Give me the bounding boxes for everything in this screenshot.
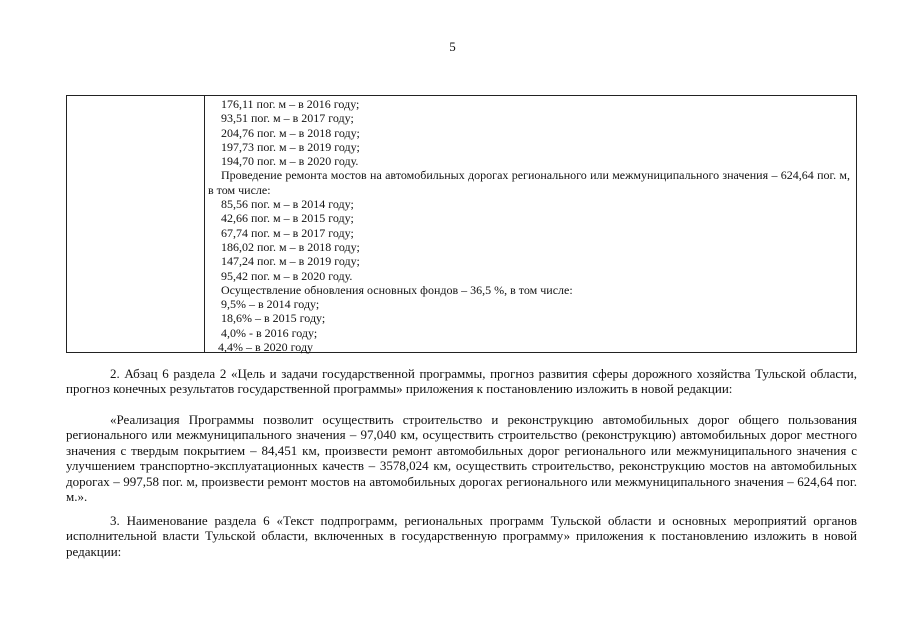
table-column-divider xyxy=(204,96,205,352)
table-line: 176,11 пог. м – в 2016 году; xyxy=(221,97,360,111)
bridge-repair-text: Проведение ремонта мостов на автомобильных дорогах регионального или межмуниципального значения – 624,64 пог. м, в том числе: xyxy=(208,168,850,197)
table-line: 194,70 пог. м – в 2020 году. xyxy=(221,154,359,169)
paragraph-3-block xyxy=(66,513,857,559)
bridge-line: 85,56 пог. м – в 2014 году; xyxy=(221,197,354,212)
page-number: 5 xyxy=(449,39,456,54)
bridge-line: 67,74 пог. м – в 2017 году; xyxy=(221,225,354,240)
paragraph-2: 2. Абзац 6 раздела 2 «Цель и задачи государственной программы, прогноз развития сферы дорожного хозяйства Тульской области, прогноз конечных результатов государственной программы» приложения к постановлению изложить в новой редакции: xyxy=(66,366,857,397)
paragraph-2-quote-block xyxy=(66,412,857,504)
funds-line: 4,0% - в 2016 году; xyxy=(221,325,318,340)
bridge-line: 42,66 пог. м – в 2015 году; xyxy=(221,211,354,226)
table-line: 93,51 пог. м – в 2017 году; xyxy=(221,111,354,126)
bridge-line: 147,24 пог. м – в 2019 году; xyxy=(221,254,360,269)
table-line: 204,76 пог. м – в 2018 году; xyxy=(221,125,360,140)
funds-renewal-text: Осуществление обновления основных фондов – 36,5 %, в том числе: xyxy=(221,282,573,297)
paragraph-2-block xyxy=(66,366,857,397)
table-cell-content xyxy=(208,97,850,354)
bridge-line: 186,02 пог. м – в 2018 году; xyxy=(221,239,360,254)
indicator-table xyxy=(66,95,857,353)
funds-line: 18,6% – в 2015 году; xyxy=(221,311,326,326)
paragraph-2-quote: «Реализация Программы позволит осуществить строительство и реконструкцию автомобильных дорог общего пользования регионального или межмуниципального значения – 97,040 км, осуществить строительство (реконструкцию) автомобильных дорог местного значения с твердым покрытием – 84,451 км, произвести ремонт автомобильных дорог регионального или межмуниципального значения с улучшением транспортно-эксплуатационных качеств – 3578,024 км, осуществить строительство, реконструкцию мостов на автомобильных дорогах – 997,58 пог. м, произвести ремонт мостов на автомобильных дорогах регионального или межмуниципального значения – 624,64 пог. м.». xyxy=(66,412,857,505)
funds-line: 4,4% – в 2020 году xyxy=(218,340,314,355)
table-line: 197,73 пог. м – в 2019 году; xyxy=(221,139,360,154)
funds-line: 9,5% – в 2014 году; xyxy=(221,297,320,312)
paragraph-3: 3. Наименование раздела 6 «Текст подпрограмм, региональных программ Тульской области и основных мероприятий органов исполнительной власти Тульской области, включенных в государственную программу» приложения к постановлению изложить в новой редакции: xyxy=(66,513,857,559)
bridge-line: 95,42 пог. м – в 2020 году. xyxy=(221,268,353,283)
